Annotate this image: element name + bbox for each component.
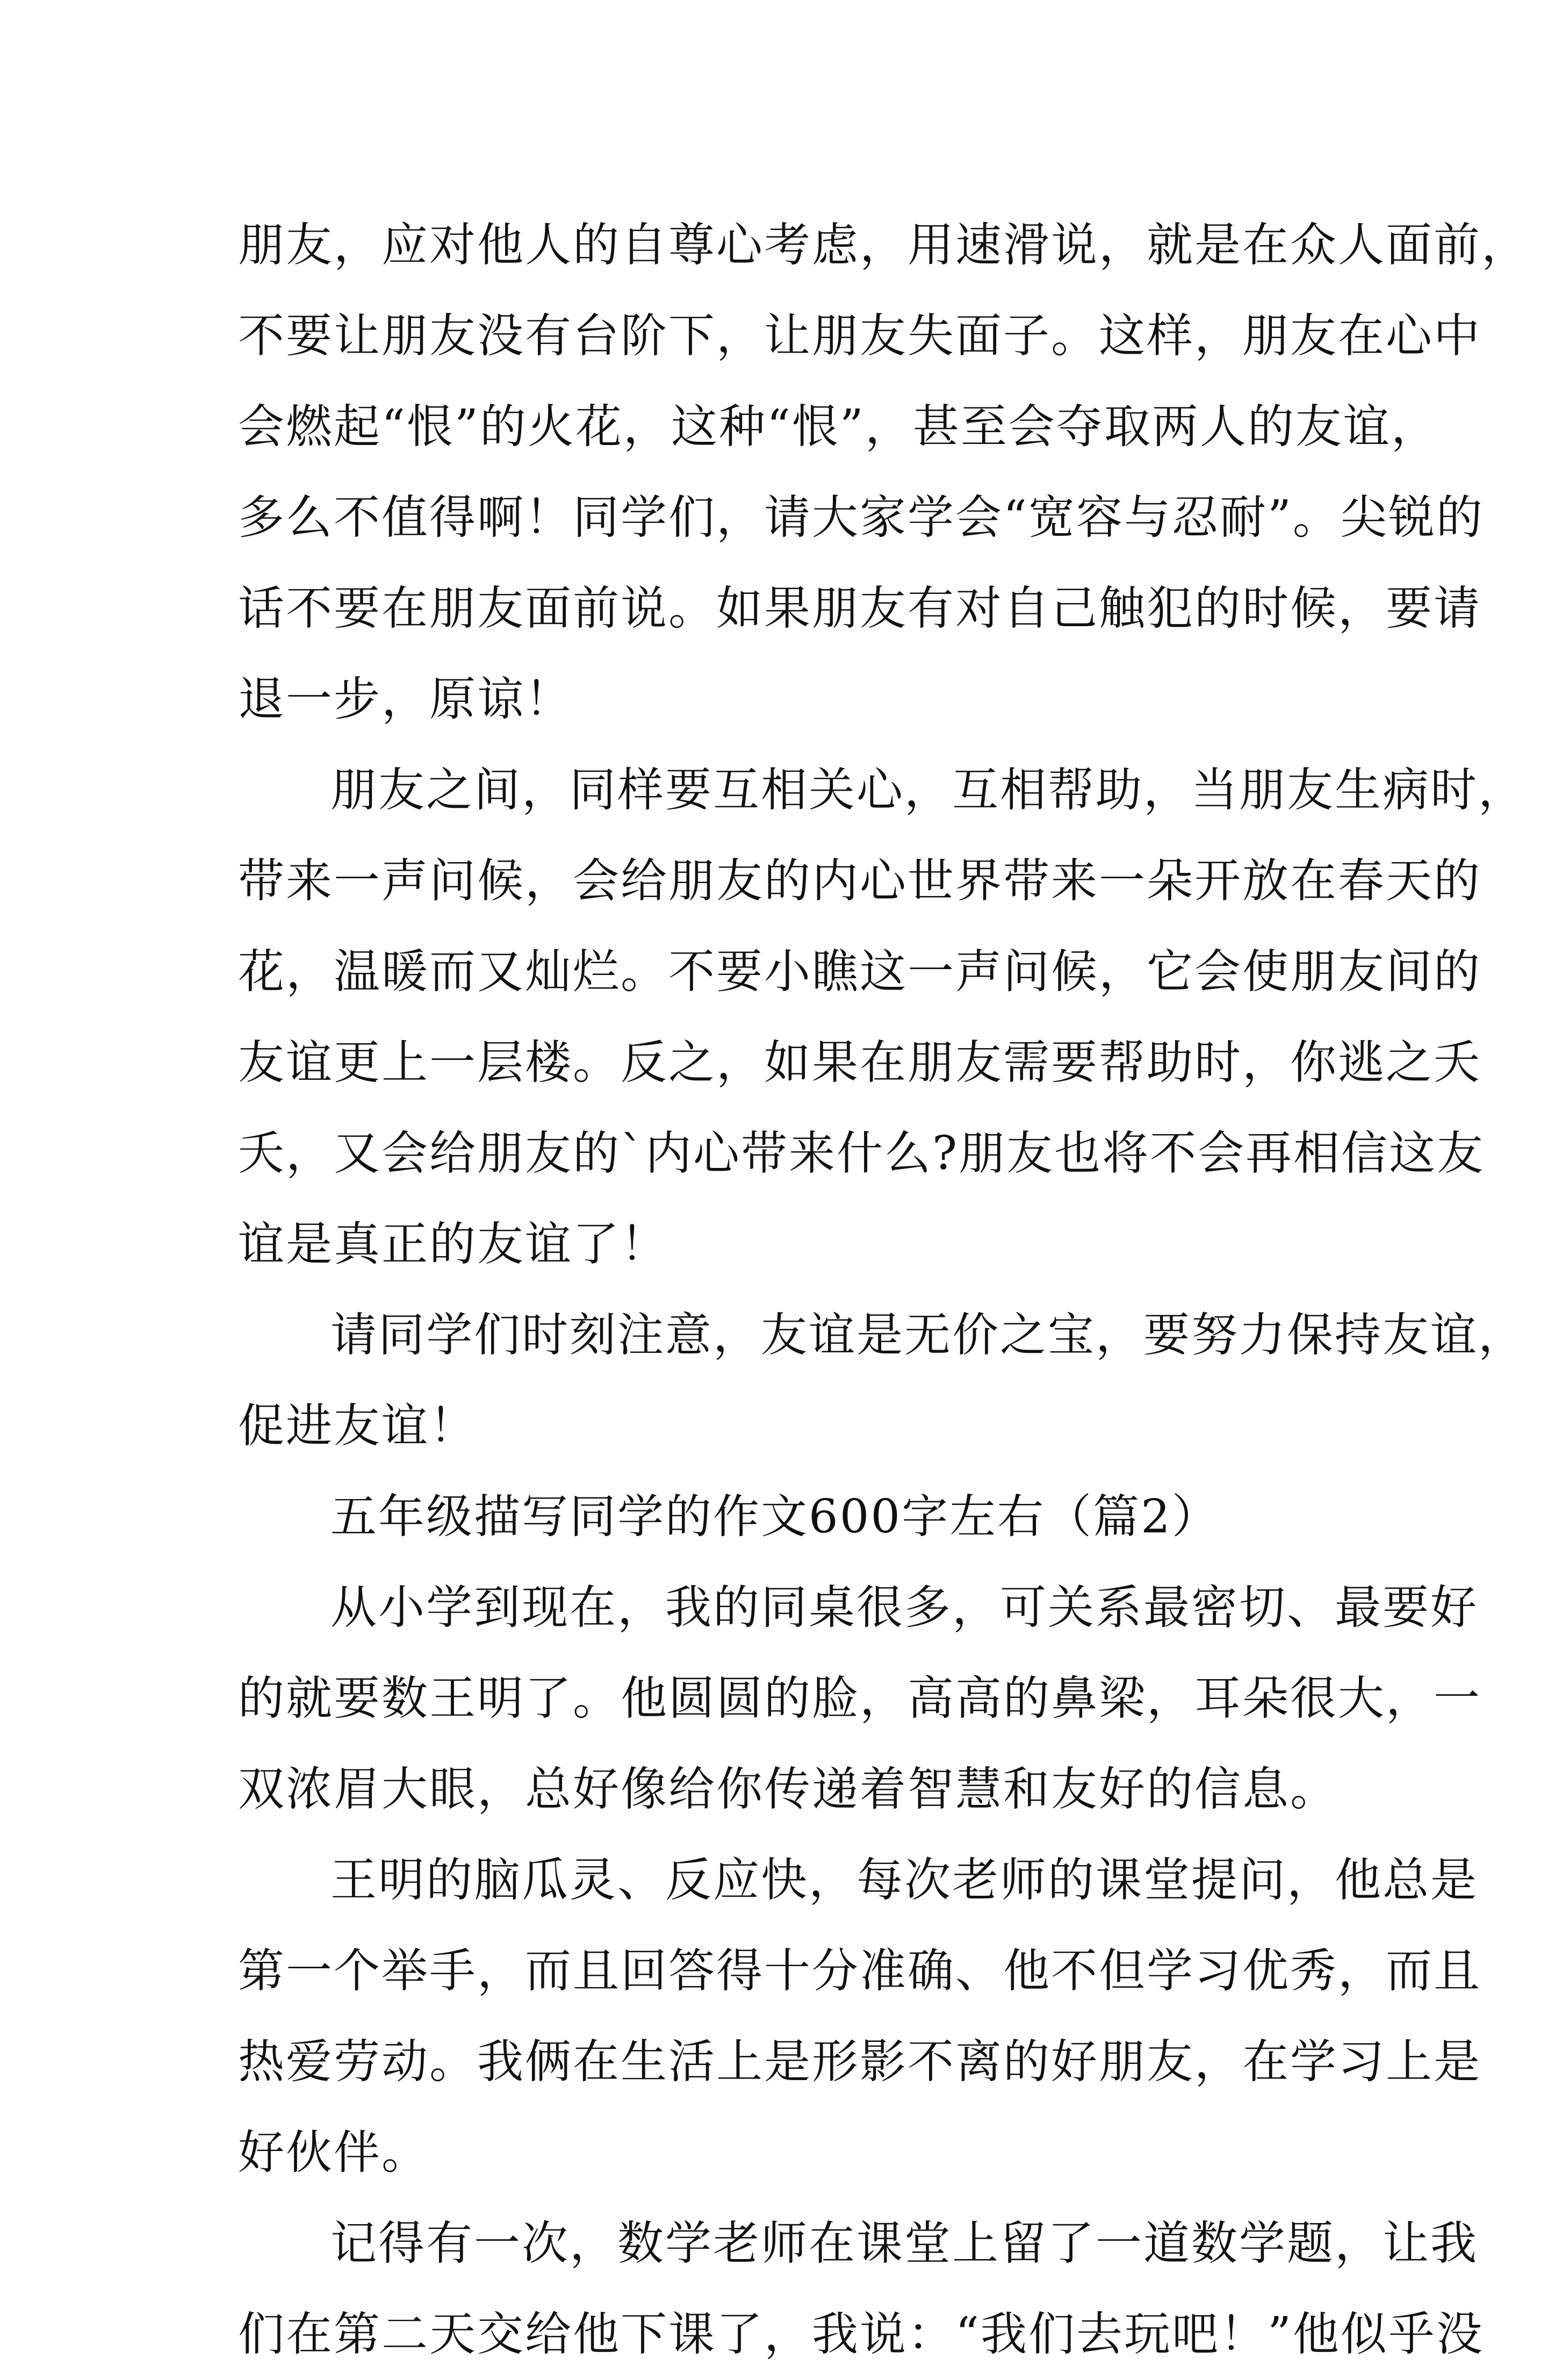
text-line: 不要让朋友没有台阶下，让朋友失面子。这样，朋友在心中	[238, 309, 1481, 363]
text-line: 们在第二天交给他下课了，我说：“我们去玩吧！”他似乎没	[238, 2307, 1484, 2361]
paragraph-first-line: 请同学们时刻注意，友谊是无价之宝，要努力保持友谊，	[330, 1308, 1526, 1362]
paragraph-first-line: 记得有一次，数学老师在课堂上留了一道数学题，让我	[330, 2217, 1478, 2270]
text-line: 退一步，原谅！	[238, 672, 573, 726]
text-line: 的就要数王明了。他圆圆的脸，高高的鼻梁，耳朵很大，一	[238, 1672, 1481, 1725]
text-line: 谊是真正的友谊了！	[238, 1217, 668, 1271]
text-line: 带来一声问候，会给朋友的内心世界带来一朵开放在春天的	[238, 854, 1481, 908]
text-line: 第一个举手，而且回答得十分准确、他不但学习优秀，而且	[238, 1944, 1481, 1998]
body-text	[238, 200, 1529, 2380]
paragraph-first-line: 王明的脑瓜灵、反应快，每次老师的课堂提问，他总是	[330, 1853, 1478, 1907]
text-line: 话不要在朋友面前说。如果朋友有对自己触犯的时候，要请	[238, 582, 1481, 635]
paragraph-first-line: 朋友之间，同样要互相关心，互相帮助，当朋友生病时，	[330, 763, 1526, 817]
text-line: 促进友谊！	[238, 1399, 477, 1453]
text-line: 朋友，应对他人的自尊心考虑，用速滑说，就是在众人面前，	[238, 218, 1529, 272]
text-line: 热爱劳动。我俩在生活上是形影不离的好朋友，在学习上是	[238, 2035, 1481, 2089]
text-line: 好伙伴。	[238, 2126, 429, 2180]
text-line: 多么不值得啊！同学们，请大家学会“宽容与忍耐”。尖锐的	[238, 491, 1484, 544]
text-line: 花，温暖而又灿烂。不要小瞧这一声问候，它会使朋友间的	[238, 945, 1481, 999]
text-line: 会燃起“恨”的火花，这种“恨”，甚至会夺取两人的友谊，	[238, 400, 1439, 454]
text-line: 友谊更上一层楼。反之，如果在朋友需要帮助时，你逃之夭	[238, 1036, 1481, 1089]
paragraph-first-line: 从小学到现在，我的同桌很多，可关系最密切、最要好	[330, 1581, 1478, 1635]
section-heading: 五年级描写同学的作文600字左右（篇2）	[330, 1490, 1220, 1544]
text-line: 双浓眉大眼，总好像给你传递着智慧和友好的信息。	[238, 1762, 1338, 1816]
text-line: 夭，又会给朋友的`内心带来什么?朋友也将不会再相信这友	[238, 1127, 1485, 1180]
